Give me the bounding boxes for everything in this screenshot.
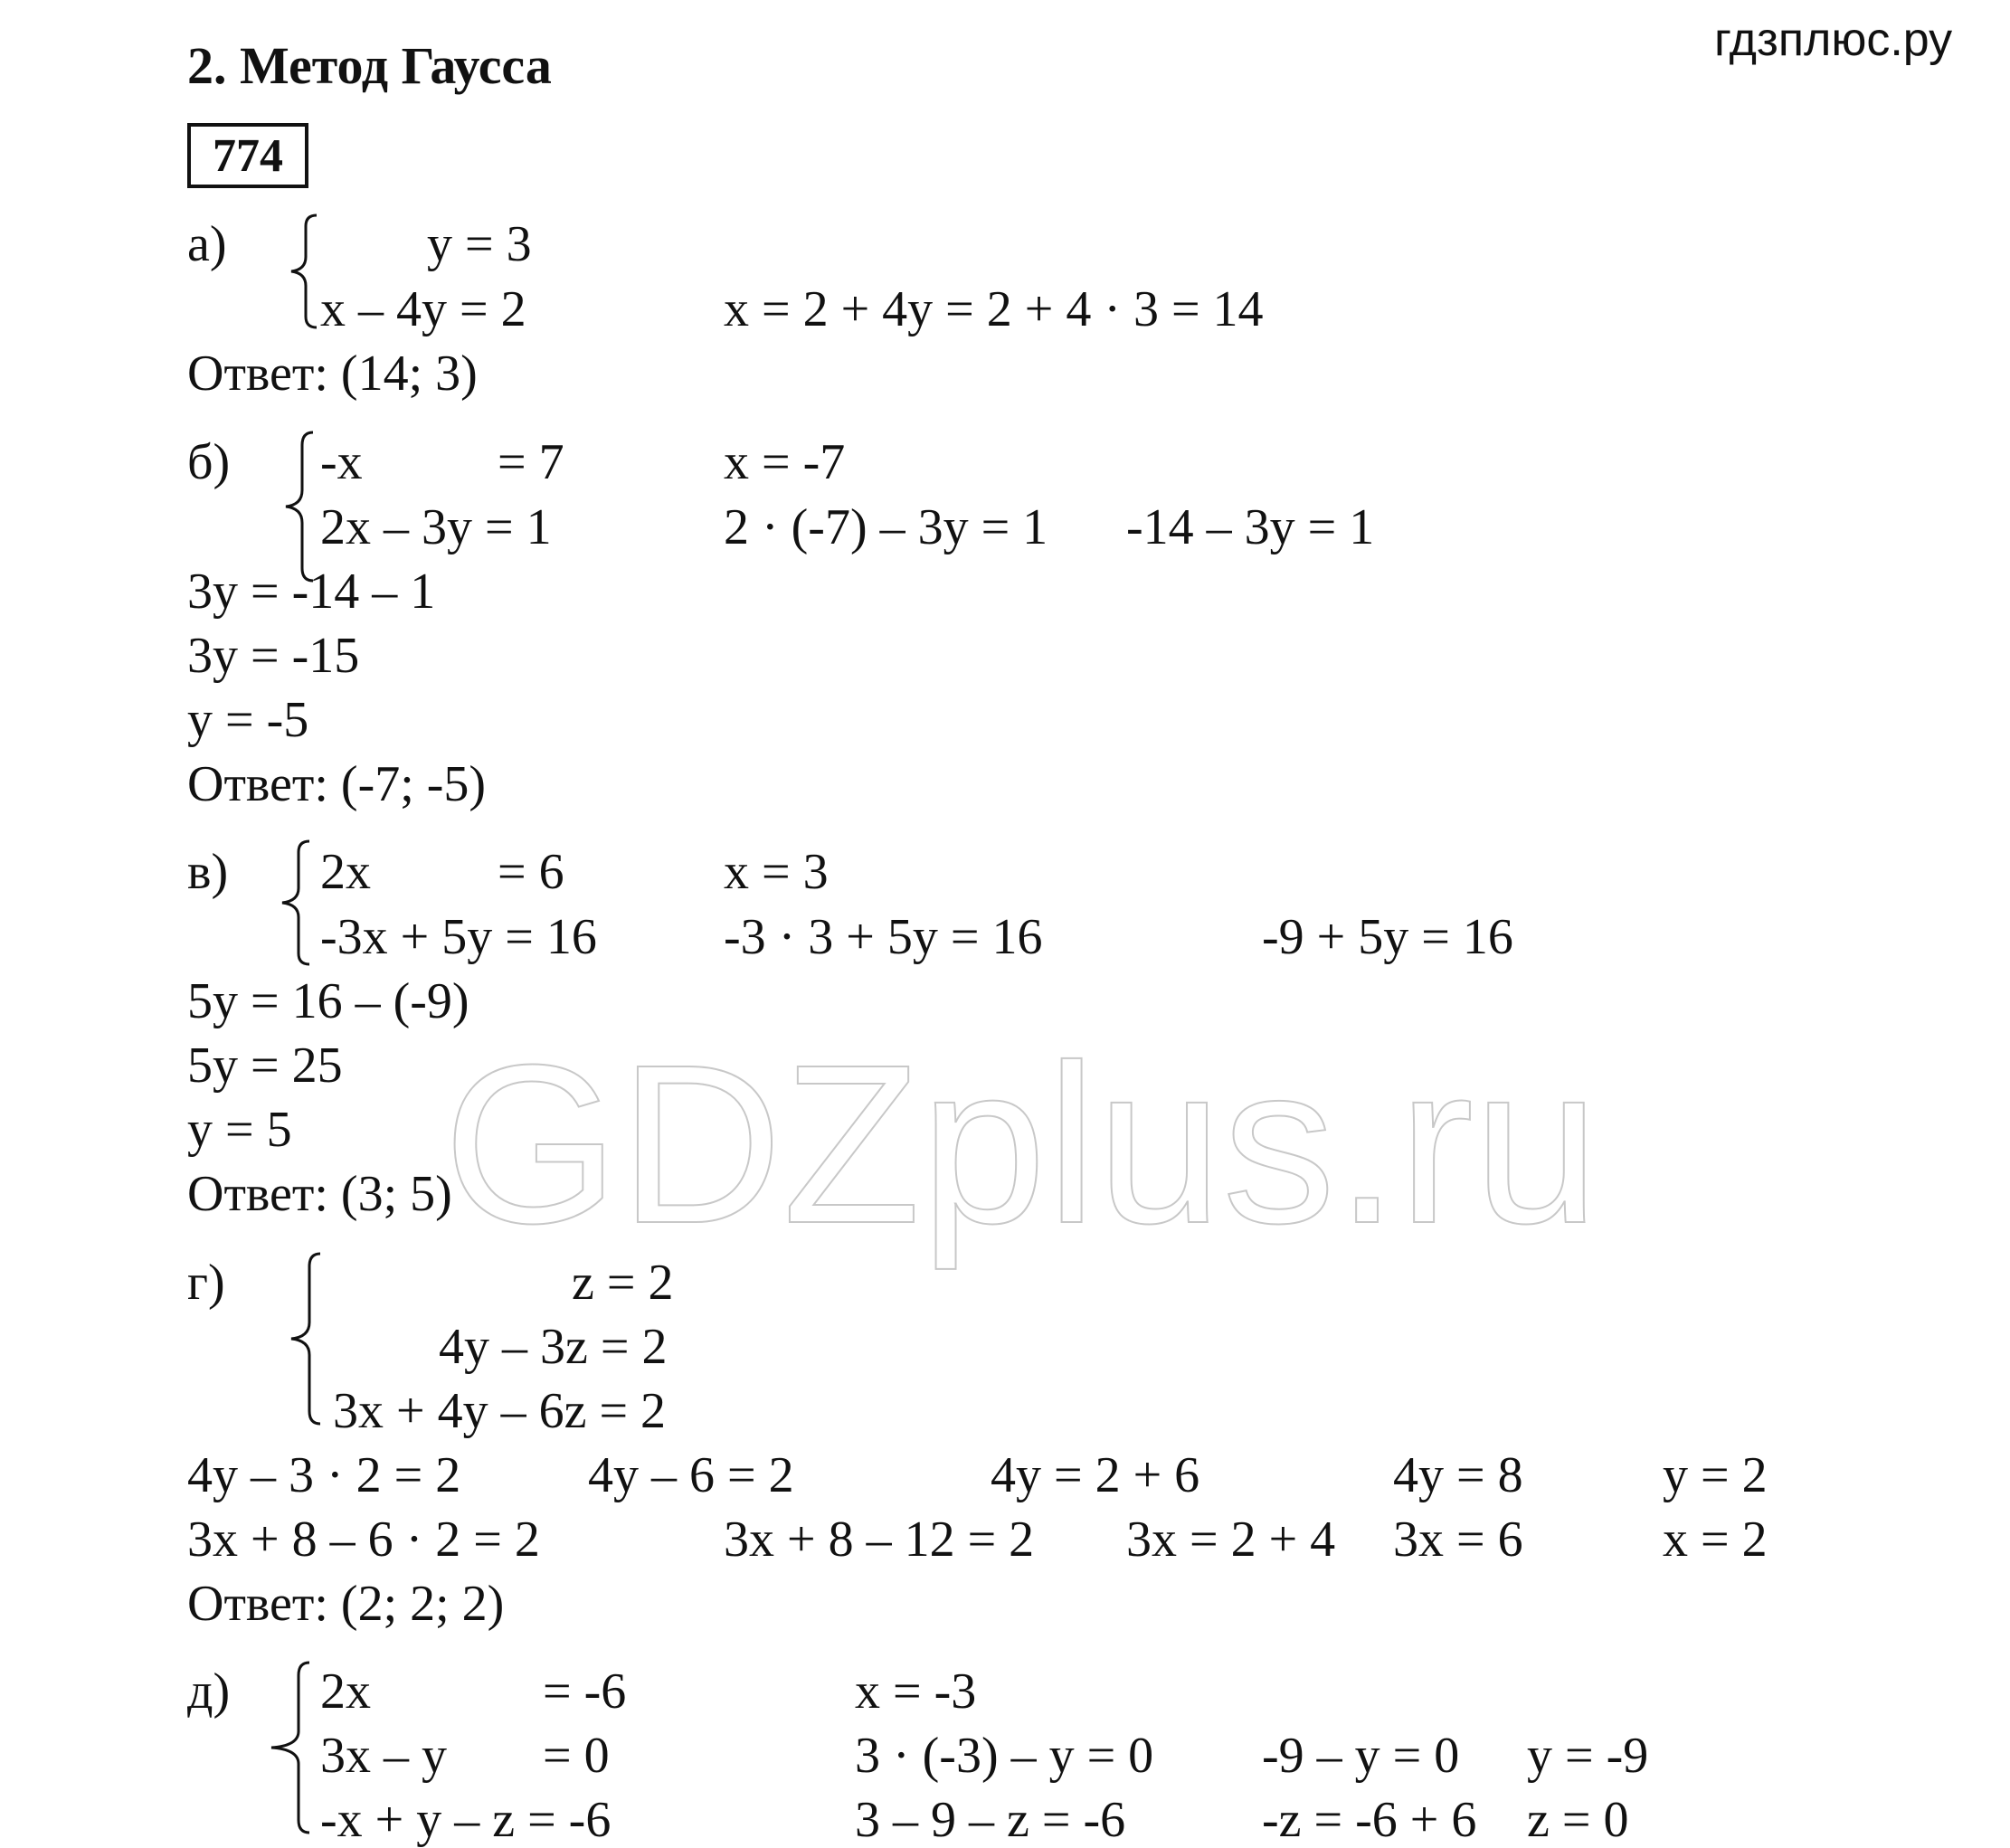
part-b-label: б) (187, 434, 231, 490)
brace-icon (288, 213, 324, 331)
brace-icon (268, 1661, 318, 1834)
brace-icon (282, 431, 318, 583)
part-v-label: в) (187, 844, 229, 900)
part-d-eq1-rhs: = -6 (543, 1663, 627, 1720)
part-d-work3-c3: z = 0 (1527, 1792, 1629, 1848)
part-b-work2: 2 · (-7) – 3y = 1 (724, 499, 1048, 555)
part-b-work1: x = -7 (724, 434, 846, 490)
part-b-eq1-lhs: -x (320, 434, 363, 490)
part-a-eq1: y = 3 (427, 216, 532, 272)
part-a-answer: Ответ: (14; 3) (187, 346, 478, 402)
part-d-eq2-rhs: = 0 (543, 1728, 610, 1784)
part-g-answer: Ответ: (2; 2; 2) (187, 1576, 505, 1632)
watermark: GDZplus.ru (443, 1018, 1600, 1270)
part-b-answer: Ответ: (-7; -5) (187, 756, 487, 812)
part-b-work3: -14 – 3y = 1 (1126, 499, 1375, 555)
part-d-work2-c1: 3 · (-3) – y = 0 (855, 1728, 1154, 1784)
part-g-row1-c3: 4y = 2 + 6 (991, 1447, 1200, 1503)
part-g-label: г) (187, 1255, 225, 1311)
part-d-eq1-lhs: 2x (320, 1663, 371, 1720)
part-d-eq2-lhs: 3x – y (320, 1728, 447, 1784)
part-v-answer: Ответ: (3; 5) (187, 1166, 452, 1222)
part-v-eq1-lhs: 2x (320, 844, 371, 900)
part-d-work2-c3: y = -9 (1527, 1728, 1649, 1784)
part-d-work3-c1: 3 – 9 – z = -6 (855, 1792, 1126, 1848)
part-g-row1-c4: 4y = 8 (1393, 1447, 1523, 1503)
part-g-row2-c2: 3x + 8 – 12 = 2 (724, 1512, 1035, 1568)
section-title: 2. Метод Гаусса (187, 36, 552, 95)
part-v-step3: y = 5 (187, 1102, 292, 1158)
part-g-row2-c1: 3x + 8 – 6 · 2 = 2 (187, 1512, 540, 1568)
part-d-label: д) (187, 1663, 231, 1720)
part-v-eq1-rhs: = 6 (498, 844, 564, 900)
part-d-eq3: -x + y – z = -6 (320, 1792, 612, 1848)
part-g-eq1: z = 2 (572, 1255, 674, 1311)
part-a-label: а) (187, 216, 227, 272)
part-g-row1-c5: y = 2 (1663, 1447, 1768, 1503)
part-d-work2-c2: -9 – y = 0 (1262, 1728, 1460, 1784)
part-a-work: x = 2 + 4y = 2 + 4 · 3 = 14 (724, 281, 1264, 337)
part-b-step1: 3y = -14 – 1 (187, 564, 436, 620)
part-g-row2-c3: 3x = 2 + 4 (1126, 1512, 1336, 1568)
part-d-work1: x = -3 (855, 1663, 977, 1720)
part-a-eq2: x – 4y = 2 (320, 281, 526, 337)
part-b-step3: y = -5 (187, 692, 309, 748)
part-b-step2: 3y = -15 (187, 628, 360, 684)
part-v-eq2: -3x + 5y = 16 (320, 909, 597, 965)
part-g-row1-c1: 4y – 3 · 2 = 2 (187, 1447, 461, 1503)
part-b-eq2: 2x – 3y = 1 (320, 499, 552, 555)
part-g-row1-c2: 4y – 6 = 2 (588, 1447, 794, 1503)
part-v-work2: -3 · 3 + 5y = 16 (724, 909, 1043, 965)
part-g-row2-c5: x = 2 (1663, 1512, 1768, 1568)
part-g-row2-c4: 3x = 6 (1393, 1512, 1523, 1568)
part-v-work3: -9 + 5y = 16 (1262, 909, 1513, 965)
brace-icon (288, 1252, 327, 1426)
part-b-eq1-rhs: = 7 (498, 434, 564, 490)
part-g-eq2: 4y – 3z = 2 (439, 1319, 668, 1375)
site-name[interactable]: гдзплюс.ру (1714, 14, 1953, 66)
part-g-eq3: 3x + 4y – 6z = 2 (333, 1383, 667, 1439)
part-v-step2: 5y = 25 (187, 1038, 343, 1094)
part-v-work1: x = 3 (724, 844, 829, 900)
part-d-work3-c2: -z = -6 + 6 (1262, 1792, 1477, 1848)
problem-number: 774 (187, 123, 308, 188)
part-v-step1: 5y = 16 – (-9) (187, 973, 469, 1029)
brace-icon (279, 839, 315, 966)
